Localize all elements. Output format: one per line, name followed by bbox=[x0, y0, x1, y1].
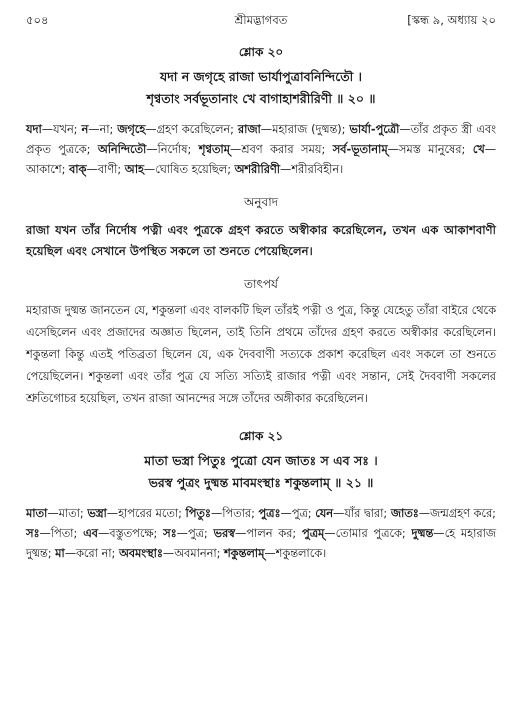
synonym-term: সঃ bbox=[163, 527, 177, 540]
synonym-meaning: —বাণী; bbox=[86, 163, 125, 176]
translation-heading: অনুবাদ bbox=[243, 195, 279, 209]
synonym-meaning: —যাঁর দ্বারা; bbox=[333, 507, 391, 520]
synonym-meaning: —পিতার; bbox=[210, 507, 259, 520]
verse-20-line-2: শৃণ্বতাং সর্বভূতানাং খে বাগাহাশরীরিণী ॥ ২০ ॥ bbox=[146, 91, 376, 106]
synonym-meaning: —অবমাননা; bbox=[162, 547, 224, 560]
verse-21-synonyms bbox=[26, 504, 496, 564]
synonym-term: এব bbox=[83, 527, 98, 540]
synonym-term: শৃণ্বতাম্ bbox=[198, 143, 230, 156]
synonym-term: খে bbox=[472, 143, 485, 156]
synonym-meaning: —শকুন্তলাকে। bbox=[264, 547, 327, 560]
synonym-term: অশরীরিণী bbox=[234, 163, 281, 176]
synonym-term: যদা bbox=[26, 123, 42, 136]
synonym-term: ভরস্ব bbox=[213, 527, 236, 540]
verse-20-line-1: যদা ন জগৃহে রাজা ভার্যাপুত্রাবনিন্দিতৌ । bbox=[160, 69, 362, 84]
chapter-reference: [স্কন্ধ ৯, অধ্যায় ২০ bbox=[407, 13, 496, 27]
synonym-term: যেন bbox=[315, 507, 334, 520]
synonym-term: দুষ্মন্ত bbox=[411, 527, 434, 540]
synonym-meaning: —নির্দোষ; bbox=[146, 143, 199, 156]
book-title: শ্রীমদ্ভাগবত bbox=[234, 13, 288, 27]
synonym-term: জগৃহে bbox=[117, 123, 146, 136]
synonym-meaning: —গ্রহণ করেছিলেন; bbox=[145, 123, 238, 136]
running-header bbox=[26, 12, 496, 30]
synonym-term: আহ bbox=[124, 163, 144, 176]
synonym-meaning: —মহারাজ (দুষ্মন্ত); bbox=[260, 123, 350, 136]
synonym-term: জাতঃ bbox=[390, 507, 419, 520]
synonym-term: ভস্ত্রা bbox=[87, 507, 107, 520]
synonym-term: পিতুঃ bbox=[185, 507, 211, 520]
synonym-meaning: —তাঁর প্রকৃত স্ত্রী এবং প্রকৃত পুত্রকে; bbox=[26, 123, 496, 156]
synonym-term: মা bbox=[55, 547, 65, 560]
synonym-meaning: —না; bbox=[88, 123, 118, 136]
synonym-term: সঃ bbox=[26, 527, 40, 540]
synonym-meaning: —জন্মগ্রহণ করে; bbox=[418, 507, 496, 520]
verse-21-heading: শ্লোক ২১ bbox=[238, 429, 284, 443]
synonym-meaning: —যখন; bbox=[41, 123, 82, 136]
synonym-term: পুত্রম্ bbox=[302, 527, 325, 540]
synonym-meaning: —বস্তুতপক্ষে; bbox=[97, 527, 164, 540]
synonym-term: ন bbox=[81, 123, 89, 136]
synonym-meaning: —পুত্র; bbox=[176, 527, 214, 540]
purport-text: মহারাজ দুষ্মন্ত জানতেন যে, শকুন্তলা এবং বালকটি ছিল তাঁরই পত্নী ও পুত্র, কিন্তু যেহেতু তাঁরা বাইরে থেকে এসেছিলেন এবং প্রজাদের অজ্ঞাত ছিলেন, তাই তিনি প্রথমে তাঁদের গ্রহণ করতে অস্বীকার করেছিলেন। শকুন্তলা কিন্তু এতই পতিব্রতা ছিলেন যে, এক দৈববাণী সত্যকে প্রকাশ করেছিল এবং সকলে তা শুনতে পেয়েছিলেন। শকুন্তলা এবং তাঁর পুত্র যে সত্যি সত্যিই রাজার পত্নী এবং সন্তান, সেই দৈববাণী সকলের শ্রুতিগোচর হয়েছিল, তখন রাজা আনন্দের সঙ্গে তাঁদের অঙ্গীকার করেছিলেন। bbox=[26, 304, 496, 405]
synonym-meaning: —হে মহারাজ দুষ্মন্ত; bbox=[26, 527, 496, 560]
synonym-meaning: —শ্রবণ করার সময়; bbox=[229, 143, 333, 156]
synonym-term: ভার্যা-পুত্রৌ bbox=[349, 123, 400, 136]
synonym-term: অনিন্দিতৌ bbox=[97, 143, 147, 156]
verse-20-text bbox=[26, 66, 496, 110]
synonym-meaning: —সমস্ত মানুষের; bbox=[387, 143, 473, 156]
synonym-meaning: —আকাশে; bbox=[26, 143, 497, 176]
page-number: ৫০৪ bbox=[26, 13, 49, 27]
synonym-term: মাতা bbox=[26, 507, 48, 520]
purport-heading: তাৎপর্য bbox=[244, 277, 278, 291]
verse-21-text bbox=[26, 450, 496, 494]
synonym-meaning: —শরীরবিহীন। bbox=[280, 163, 344, 176]
synonym-term: রাজা bbox=[237, 123, 261, 136]
synonym-term: শকুন্তলাম্ bbox=[224, 547, 265, 560]
translation-text: রাজা যখন তাঁর নির্দোষ পত্নী এবং পুত্রকে গ্রহণ করতে অস্বীকার করেছিলেন, তখন এক আকাশবাণী হয়েছিল এবং সেখানে উপস্থিত সকলে তা শুনতে পেয়েছিলেন। bbox=[26, 223, 496, 258]
verse-20-synonyms bbox=[26, 120, 496, 180]
synonym-meaning: —ঘোষিত হয়েছিল; bbox=[143, 163, 235, 176]
synonym-meaning: —মাতা; bbox=[47, 507, 88, 520]
verse-21-line-1: মাতা ভস্ত্রা পিতুঃ পুত্রো যেন জাতঃ স এব সঃ । bbox=[144, 453, 378, 468]
synonym-meaning: —তোমার পুত্রকে; bbox=[324, 527, 412, 540]
book-page bbox=[26, 12, 496, 564]
synonym-meaning: —পালন কর; bbox=[235, 527, 303, 540]
synonym-meaning: —পিতা; bbox=[39, 527, 84, 540]
synonym-meaning: —করো না; bbox=[64, 547, 119, 560]
verse-20-heading: শ্লোক ২০ bbox=[238, 45, 284, 59]
synonym-term: বাক্ bbox=[68, 163, 87, 176]
synonym-term: অবমংস্থাঃ bbox=[118, 547, 163, 560]
verse-21-line-2: ভরস্ব পুত্রং দুষ্মন্ত মাবমংস্থাঃ শকুন্তলাম্ ॥ ২১ ॥ bbox=[148, 475, 374, 490]
synonym-meaning: —পুত্র; bbox=[280, 507, 316, 520]
synonym-meaning: —হাপরের মতো; bbox=[106, 507, 186, 520]
synonym-term: সর্ব-ভূতানাম্ bbox=[332, 143, 388, 156]
synonym-term: পুত্রঃ bbox=[258, 507, 281, 520]
